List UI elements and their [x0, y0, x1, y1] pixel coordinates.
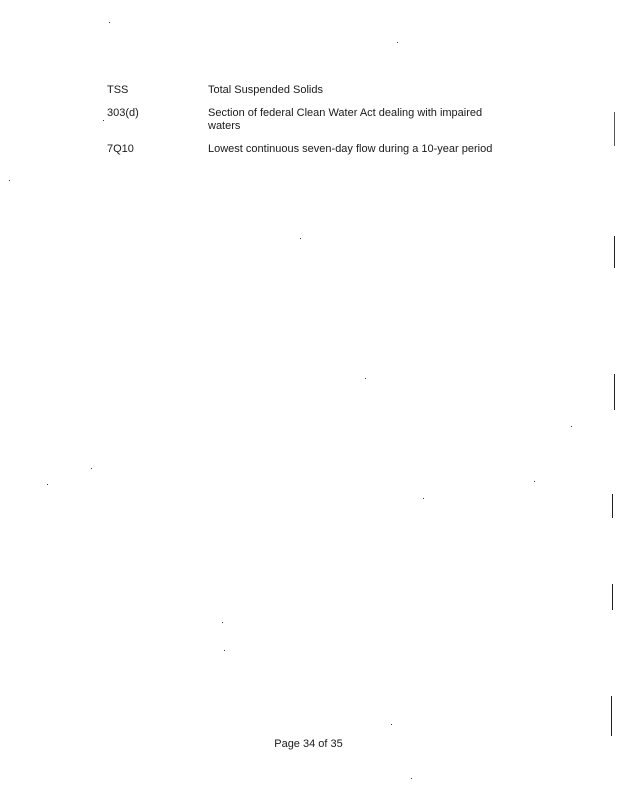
glossary-definition: Total Suspended Solids: [208, 84, 323, 96]
scan-edge-mark: [614, 374, 615, 410]
glossary-definition: Lowest continuous seven-day flow during a 10-year period: [208, 143, 493, 155]
scan-speck: [9, 180, 10, 181]
scan-edge-mark: [611, 696, 612, 736]
scan-speck: [365, 378, 366, 379]
scan-speck: [571, 426, 572, 427]
scan-speck: [224, 650, 225, 651]
glossary-term: 7Q10: [107, 143, 134, 155]
scan-speck: [411, 778, 412, 779]
scan-speck: [300, 238, 301, 239]
scan-speck: [103, 120, 104, 121]
scan-speck: [109, 22, 110, 23]
scan-edge-mark: [614, 236, 615, 268]
scan-edge-mark: [612, 584, 613, 610]
scan-speck: [91, 468, 92, 469]
page-number-footer: Page 34 of 35: [274, 738, 343, 750]
glossary-term: 303(d): [107, 107, 139, 119]
glossary-list: [107, 84, 527, 156]
scan-speck: [47, 484, 48, 485]
scan-speck: [391, 724, 392, 725]
scan-speck: [534, 481, 535, 482]
glossary-term: TSS: [107, 84, 129, 96]
glossary-entry: [107, 84, 527, 97]
glossary-definition: Section of federal Clean Water Act dealing with impaired waters: [208, 107, 483, 132]
scan-speck: [222, 622, 223, 623]
scan-speck: [423, 498, 424, 499]
scan-edge-mark: [612, 494, 613, 518]
glossary-entry: [107, 107, 527, 133]
scan-speck: [397, 42, 398, 43]
scan-edge-mark: [614, 112, 615, 146]
glossary-entry: [107, 143, 527, 156]
